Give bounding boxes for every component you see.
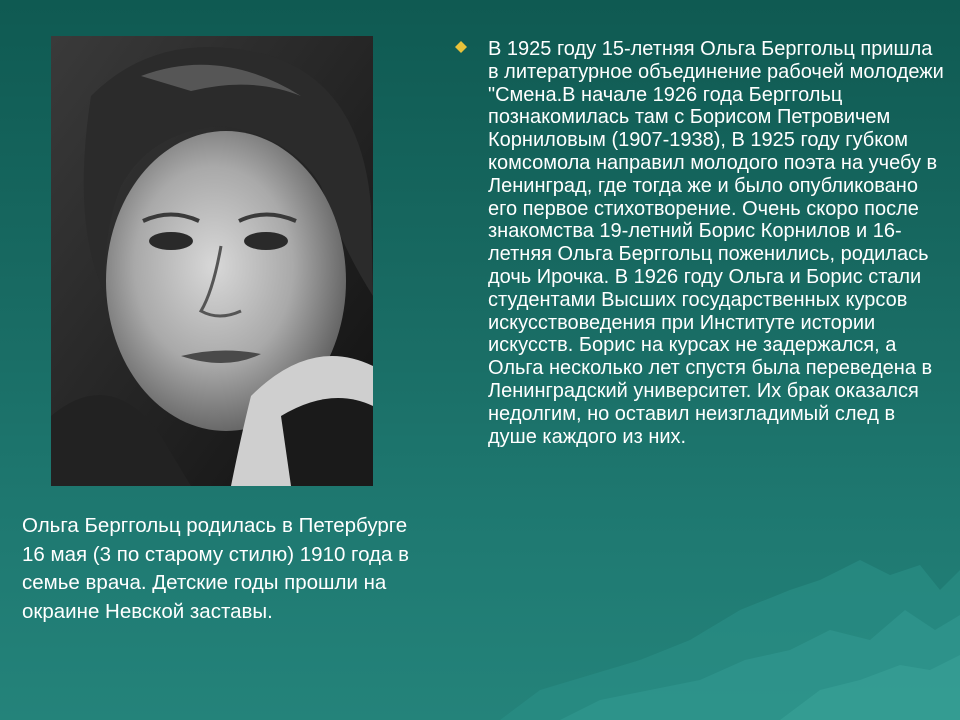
portrait-photo-image <box>51 36 373 486</box>
diamond-bullet-icon <box>455 41 467 53</box>
biography-text: В 1925 году 15-летняя Ольга Берггольц пришла в литературное объединение рабочей молодежи "Смена.В начале 1926 года Берггольц познакомилась там с Борисом Петровичем Корниловым (1907-1938), В 1925 году губком комсомола направил молодого поэта на учебу в Ленинград, где тогда же и было опубликовано его первое стихотворение. Очень скоро после знакомства 19-летний Борис Корнилов и 16-летняя Ольга Берггольц поженились, родилась дочь Ирочка. В 1926 году Ольга и Борис стали студентами Высших государственных курсов искусствоведения при Институте истории искусств. Борис на курсах не задержался, а Ольга несколько лет спустя была переведена в Ленинградский университет. Их брак оказался недолгим, но оставил неизгладимый след в душе каждого из них. <box>488 38 944 448</box>
biography-block <box>455 38 945 448</box>
portrait-photo <box>51 36 373 486</box>
caption-text: Ольга Берггольц родилась в Петербурге 16 мая (3 по старому стилю) 1910 года в семье врача. Детские годы прошли на окраине Невской заставы. <box>22 514 409 623</box>
